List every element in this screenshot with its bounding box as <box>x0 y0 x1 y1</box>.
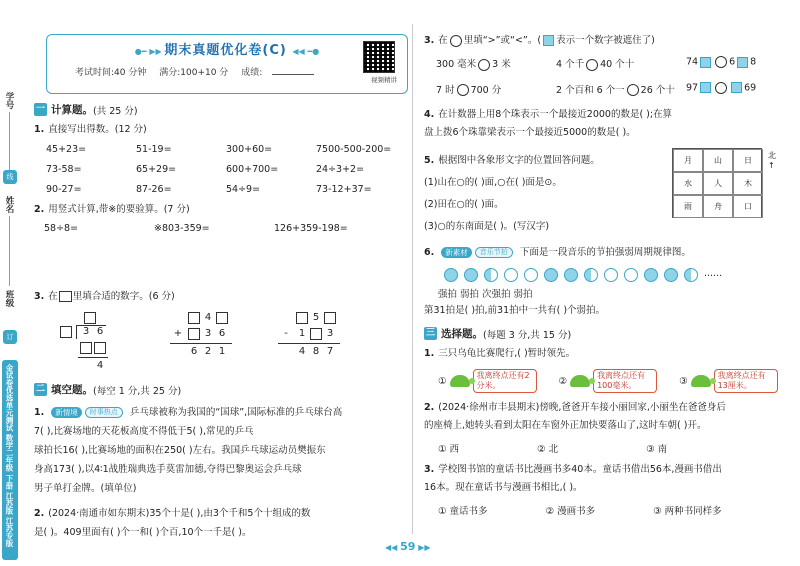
digit-box[interactable] <box>188 328 200 340</box>
calc-item: 600+700= <box>226 164 279 175</box>
beat-circle <box>464 268 478 282</box>
page-number: ◀◀ 59 ▶▶ <box>385 540 431 553</box>
calc-item: 24÷3+2= <box>316 164 365 175</box>
question: 2. (2024·南通市如东期末)35个十是( ),由3个千和5个十组成的数 是( )。409里面有( )个一和( )个百,10个一千是( )。 <box>34 508 311 538</box>
pictograph-map <box>672 148 762 218</box>
arrow-up-icon: ↑ <box>768 161 775 170</box>
beat-labels: 强拍 弱拍 次强拍 弱拍 <box>438 289 533 300</box>
speech-bubble: 我离终点还有13厘米。 <box>714 369 778 393</box>
vertical-calc-item: 126+359-198= <box>274 223 348 234</box>
calc-item: 73-58= <box>46 164 82 175</box>
topic-tag: 音乐节拍 <box>475 247 513 258</box>
exam-info <box>75 65 324 78</box>
beat-circle <box>484 268 498 282</box>
beat-circle <box>564 268 578 282</box>
digit: 5 <box>312 312 320 323</box>
calc-item: 45+23= <box>46 144 87 155</box>
page-title: ●━ ▶▶ 期末真题优化卷(C) ◀◀ ━● <box>134 43 320 58</box>
option-2[interactable]: ② 漫画书多 <box>545 506 596 517</box>
column-divider <box>412 24 413 534</box>
section-score: (共 25 分) <box>93 105 138 117</box>
question: 3. 在 里填“>”或“<”。( 表示一个数字被遮住了) <box>424 35 655 46</box>
operator: - <box>284 328 288 339</box>
digit-box[interactable] <box>84 312 96 324</box>
map-cell: 月 <box>673 149 703 172</box>
title-deco-icon: ◀◀ ━● <box>292 47 320 56</box>
division-puzzle <box>60 312 140 376</box>
option-2[interactable]: ② 我离终点还有100毫米。 <box>559 369 658 393</box>
calc-item: 87-26= <box>136 184 172 195</box>
digit-box[interactable] <box>94 342 106 354</box>
digit: 6 <box>190 346 198 357</box>
blank-box-icon <box>59 291 72 302</box>
digit-box[interactable] <box>296 312 308 324</box>
map-cell: 山 <box>703 149 733 172</box>
book-title-tag: 金试卷优选单元测试 数学二年级 下册 江苏版 江苏专版 <box>2 360 18 560</box>
answer-circle[interactable] <box>478 59 490 71</box>
section-score: (每题 3 分,共 15 分) <box>483 329 572 341</box>
options-row <box>438 441 784 455</box>
calc-item: 54÷9= <box>226 184 261 195</box>
answer-circle[interactable] <box>586 59 598 71</box>
compare-item: 4 个千 40 个十 <box>556 59 635 70</box>
section-number: 三 <box>425 328 435 338</box>
calc-bar <box>278 343 340 344</box>
calc-item: 7500-500-200= <box>316 144 392 155</box>
section-header <box>34 102 406 117</box>
section-score: (每空 1 分,共 25 分) <box>93 385 182 397</box>
answer-circle[interactable] <box>715 56 727 68</box>
new-material-tag: 新素材 <box>441 247 472 258</box>
answer-circle[interactable] <box>627 84 639 96</box>
section-number: 一 <box>35 104 45 114</box>
arrow-left-icon: ◀◀ <box>385 543 401 552</box>
exam-header <box>46 34 408 94</box>
calc-item: 90-27= <box>46 184 82 195</box>
hidden-digit-icon <box>700 57 711 68</box>
hidden-digit-icon <box>737 57 748 68</box>
score-label: 成绩: <box>241 68 263 78</box>
compare-item: 300 毫米 3 米 <box>436 59 511 70</box>
beat-circle <box>664 268 678 282</box>
digit: 3 <box>204 328 212 339</box>
strip-badge-line: 线 <box>3 170 17 184</box>
topic-tag: 时事热点 <box>85 407 123 418</box>
question: 1. 直接写出得数。(12 分) <box>34 124 147 135</box>
north-indicator: 北 ↑ <box>768 151 776 170</box>
digit: 1 <box>218 346 226 357</box>
arrow-right-icon: ▶▶ <box>415 543 431 552</box>
map-cell: 口 <box>733 195 763 218</box>
section-title: 选择题。 <box>441 328 483 340</box>
beat-ellipsis: ...... <box>704 268 723 279</box>
calc-bar <box>170 343 232 344</box>
digit-puzzles <box>60 312 406 376</box>
subtraction-puzzle <box>276 312 356 376</box>
section-title: 填空题。 <box>51 384 93 396</box>
compare-item: 2 个百和 6 个一 26 个十 <box>556 84 675 96</box>
option-1[interactable]: ① 童话书多 <box>438 506 488 517</box>
compare-item: 97 69 <box>686 82 757 93</box>
exam-time: 考试时间:40 分钟 <box>75 68 147 78</box>
question-sub: 第31拍是( )拍,前31拍中一共有( )个弱拍。 <box>424 305 606 316</box>
hidden-digit-icon <box>700 82 711 93</box>
qr-label: 视频精讲 <box>371 76 397 84</box>
answer-circle[interactable] <box>715 82 727 94</box>
section-number: 二 <box>35 384 45 394</box>
question: 3. 在 里填合适的数字。(6 分) <box>34 291 175 302</box>
map-cell: 水 <box>673 172 703 195</box>
question: 4. 在计数器上用8个珠表示一个最接近2000的数是( );在算 盘上拨6个珠靠梁表示一个最接近5000的数是( )。 <box>424 109 673 138</box>
map-cell: 日 <box>733 149 763 172</box>
map-cell: 舟 <box>703 195 733 218</box>
beat-circle <box>584 268 598 282</box>
digit-box[interactable] <box>188 312 200 324</box>
question: 1. 三只乌龟比赛爬行,( )暂时领先。 <box>424 348 576 359</box>
digit: 1 <box>298 328 306 339</box>
title-deco-icon: ●━ ▶▶ <box>134 47 165 56</box>
qr-code-icon[interactable] <box>363 41 395 73</box>
vertical-calc-item: 58÷8= <box>44 223 79 234</box>
class-label: 班级 <box>4 290 14 307</box>
calc-item: 65+29= <box>136 164 177 175</box>
digit: 4 <box>298 346 306 357</box>
option-3[interactable]: ③ 我离终点还有13厘米。 <box>679 369 778 393</box>
digit-box[interactable] <box>324 312 336 324</box>
vertical-calc-row <box>44 223 406 234</box>
binding-strip <box>0 0 20 566</box>
digit: 3 <box>326 328 334 339</box>
beat-circle <box>624 268 638 282</box>
calc-item: 51-19= <box>136 144 172 155</box>
beat-circle <box>504 268 518 282</box>
strip-badge-bind: 订 <box>3 330 17 344</box>
question: 1. 新情境 时事热点 乒乓球被称为我国的“国球”,国际标准的乒乓球台高 7( ),比赛场地的天花板高度不得低于5( ),常见的乒乓 球拍长16( ),比赛场地的面积在250( )左右。我国乒乓球运动员樊振东 身高173( ),以4∶1战胜瑞典选手莫雷加德,夺得巴黎奥运会乒乓球 男子单打金牌。(填单位) <box>34 407 343 494</box>
option-3[interactable]: ③ 两种书同样多 <box>653 506 722 517</box>
digit: 3 <box>82 326 90 337</box>
section-header <box>424 326 784 341</box>
addition-puzzle <box>168 312 248 376</box>
question: 5. 根据图中各象形文字的位置回答问题。 (1)山在○的( )面,○在( )面是⊙。 (2)田在○的( )面。 (3)○的东南面是( )。(写汉字) <box>424 155 600 232</box>
digit: 7 <box>326 346 334 357</box>
speech-bubble: 我离终点还有100毫米。 <box>593 369 657 393</box>
hidden-digit-icon <box>543 35 554 46</box>
digit: 4 <box>204 312 212 323</box>
option-3[interactable]: ③ 南 <box>646 444 668 455</box>
beat-circle <box>544 268 558 282</box>
beat-pattern <box>444 268 784 282</box>
question: 2. (2024·徐州市丰县期末)傍晚,爸爸开车接小丽回家,小丽坐在爸爸身后 的座椅上,她转头看到太阳在车窗外正加快要落山了,这时车朝( )开。 <box>424 402 726 431</box>
answer-circle[interactable] <box>457 84 469 96</box>
digit: 8 <box>312 346 320 357</box>
beat-circle <box>524 268 538 282</box>
beat-circle <box>684 268 698 282</box>
turtle-icon <box>691 375 711 387</box>
division-bracket <box>76 325 77 339</box>
turtle-options <box>438 369 784 393</box>
section-title: 计算题。 <box>51 104 93 116</box>
right-column <box>424 28 784 517</box>
full-score: 满分:100+10 分 <box>159 68 229 78</box>
calc-item: 300+60= <box>226 144 273 155</box>
beat-circle <box>644 268 658 282</box>
compare-item: 74 6 8 <box>686 56 757 68</box>
question: 2. 用竖式计算,带※的要验算。(7 分) <box>34 204 190 215</box>
option-1[interactable]: ① 我离终点还有2分米。 <box>438 369 537 393</box>
turtle-icon <box>570 375 590 387</box>
strip-line <box>9 216 10 286</box>
compare-grid <box>436 56 784 96</box>
turtle-icon <box>450 375 470 387</box>
left-column <box>34 34 406 542</box>
digit-box[interactable] <box>60 326 72 338</box>
options-row <box>438 503 784 517</box>
name-label: 姓名 <box>4 196 14 213</box>
circle-icon <box>450 35 462 47</box>
section-header <box>34 382 406 397</box>
digit: 4 <box>96 360 104 371</box>
digit: 6 <box>96 326 104 337</box>
digit: 2 <box>204 346 212 357</box>
option-2[interactable]: ② 北 <box>537 444 559 455</box>
new-context-tag: 新情境 <box>51 407 82 418</box>
beat-circle <box>444 268 458 282</box>
question: 3. 学校图书馆的童话书比漫画书多40本。童话书借出56本,漫画书借出 16本。现在童话书与漫画书相比,( )。 <box>424 464 722 493</box>
calc-grid <box>46 144 406 195</box>
calc-bar <box>78 357 108 358</box>
digit-box[interactable] <box>80 342 92 354</box>
digit: 6 <box>218 328 226 339</box>
digit-box[interactable] <box>310 328 322 340</box>
vertical-calc-item: ※803-359= <box>154 223 210 234</box>
hidden-digit-icon <box>731 82 742 93</box>
map-cell: 人 <box>703 172 733 195</box>
student-no-label: 学号 <box>4 92 14 109</box>
map-cell: 木 <box>733 172 763 195</box>
operator: + <box>173 328 183 339</box>
question: 6. 新素材 音乐节拍 下面是一段音乐的节拍强弱周期规律图。 <box>424 247 691 258</box>
option-1[interactable]: ① 西 <box>438 444 460 455</box>
compare-item: 7 时 700 分 <box>436 84 502 96</box>
calc-item: 73-12+37= <box>316 184 372 195</box>
beat-circle <box>604 268 618 282</box>
score-field[interactable] <box>272 66 314 75</box>
digit-box[interactable] <box>216 312 228 324</box>
map-cell: 雨 <box>673 195 703 218</box>
speech-bubble: 我离终点还有2分米。 <box>473 369 537 393</box>
